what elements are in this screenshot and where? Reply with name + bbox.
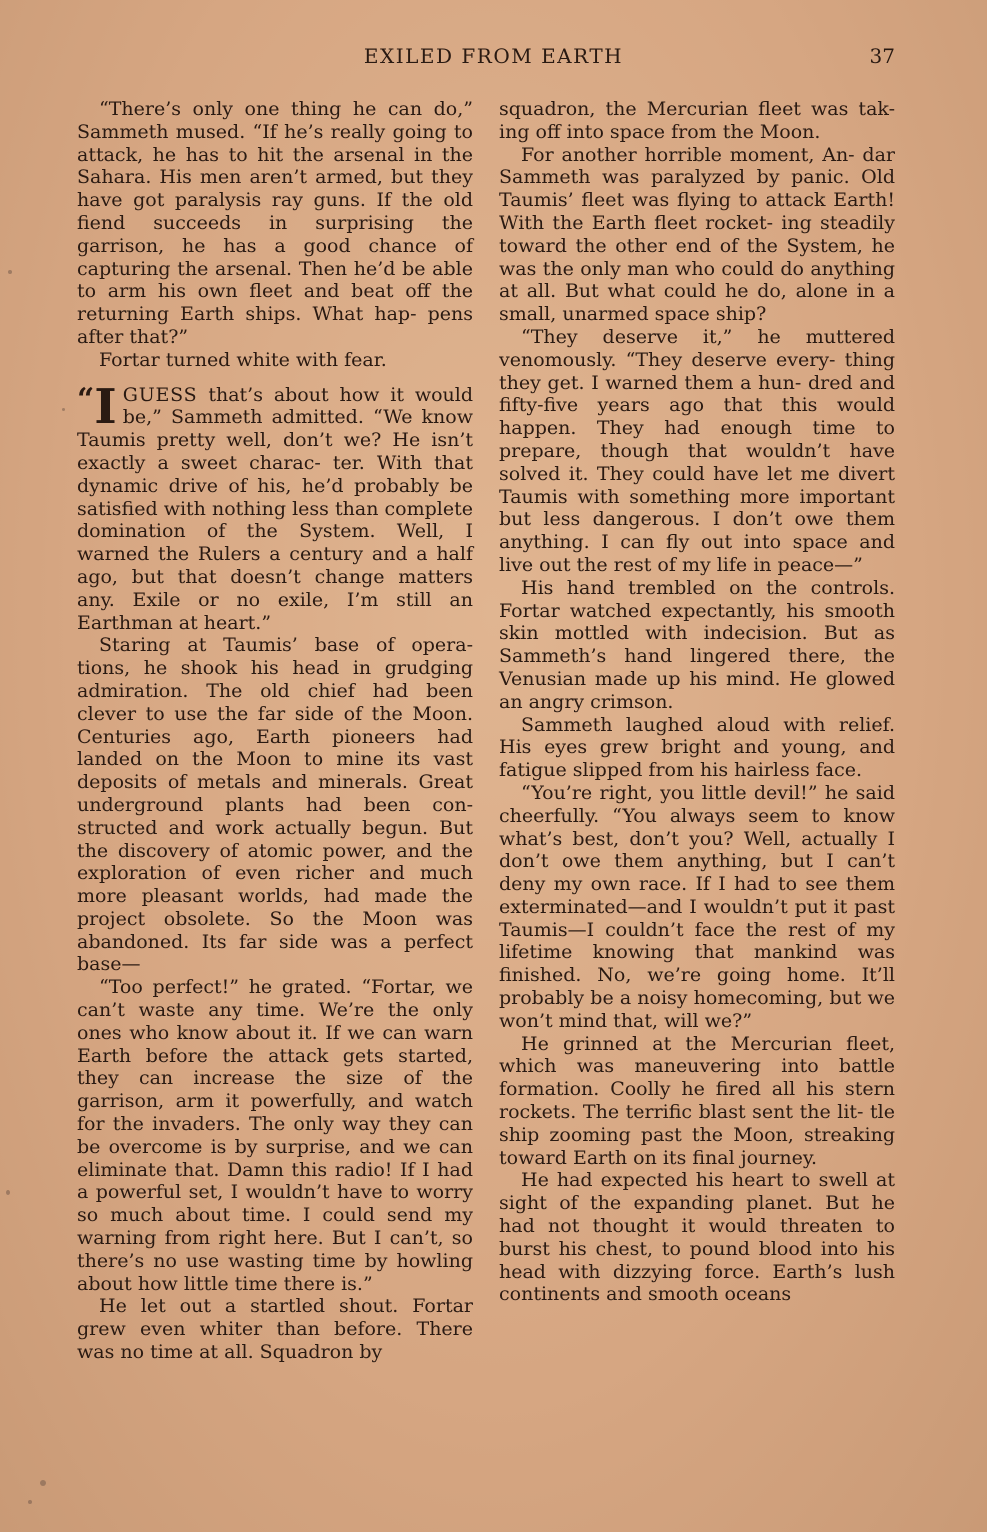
dropcap-paragraph <box>77 378 473 635</box>
paragraph: “Too perfect!” he grated. “Fortar, we can’t waste any time. We’re the only ones who know about it. If we can warn Earth before the attack gets started, they can increase the size of the garrison, arm it powerfully, and watch for the invaders. The only way they can be overcome is by surprise, and we can eliminate that. Damn this radio! If I had a powerful set, I wouldn’t have to worry so much about time. I could send my warning from right here. But I can’t, so there’s no use wasting time by howling about how little time there is.” <box>77 976 473 1295</box>
paragraph: He grinned at the Mercurian fleet, which was maneuvering into battle formation. Coolly he fired all his stern rockets. The terrific blast sent the lit- tle ship zooming past the Moon, streaking toward Earth on its final journey. <box>499 1032 895 1169</box>
paper-speck <box>8 270 12 274</box>
paragraph: “There’s only one thing he can do,” Sammeth mused. “If he’s really going to attack, he has to hit the arsenal in the Sahara. His men aren’t armed, but they have got paralysis ray guns. If the old fiend succeeds in surprising the garrison, he has a good chance of capturing the arsenal. Then he’d be able to arm his own fleet and beat off the returning Earth ships. What hap- pens after that?” <box>77 98 473 348</box>
page-number: 37 <box>869 44 895 68</box>
paper-speck <box>28 1500 32 1504</box>
paragraph: He had expected his heart to swell at sight of the expanding planet. But he had not thought it would threaten to burst his chest, to pound blood into his head with dizzying force. Earth’s lush continents and smooth oceans <box>499 1169 895 1306</box>
paragraph: Staring at Taumis’ base of opera- tions, he shook his head in grudging admiration. The old chief had been clever to use the far side of the Moon. Centuries ago, Earth pioneers had landed on the Moon to mine its vast deposits of metals and minerals. Great underground plants had been con- structed and work actually begun. But the discovery of atomic power, and the exploration of even richer and much more pleasant worlds, had made the project obsolete. So the Moon was abandoned. Its far side was a perfect base— <box>77 634 473 976</box>
paragraph-text: that’s about how it would be,” Sammeth admitted. “We know Taumis pretty well, don’t we? He isn’t exactly a sweet charac- ter. With that dynamic drive of his, he’d probably be satisfied with nothing less than complete domination of the System. Well, I warned the Rulers a century and a half ago, but that doesn’t change matters any. Exile or no exile, I’m still an Earthman at heart.” <box>77 383 473 634</box>
paragraph: His hand trembled on the controls. Fortar watched expectantly, his smooth skin mottled with indecision. But as Sammeth’s hand lingered there, the Venusian made up his mind. He glowed an angry crimson. <box>499 576 895 713</box>
dropcap <box>77 378 117 435</box>
right-column <box>499 98 895 1306</box>
dropcap-quote: “ <box>77 381 95 417</box>
paragraph: “You’re right, you little devil!” he said cheerfully. “You always seem to know what’s best, don’t you? Well, actually I don’t owe them anything, but I can’t deny my own race. If I had to see them exterminated—and I wouldn’t put it past Taumis—I couldn’t face the rest of my lifetime knowing that mankind was finished. No, we’re going home. It’ll probably be a noisy homecoming, but we won’t mind that, will we?” <box>499 781 895 1032</box>
paper-speck <box>62 408 65 411</box>
paper-speck <box>40 1480 46 1486</box>
paragraph: Sammeth laughed aloud with relief. His eyes grew bright and young, and fatigue slipped from his hairless face. <box>499 713 895 782</box>
paragraph: Fortar turned white with fear. <box>99 348 387 371</box>
paragraph: For another horrible moment, An- dar Sammeth was paralyzed by panic. Old Taumis’ fleet was flying to attack Earth! With the Earth fleet rocket- ing steadily toward the other end of the System, he was the only man who could do anything at all. But what could he do, alone in a small, unarmed space ship? <box>499 143 895 326</box>
running-title: EXILED FROM EARTH <box>363 44 624 68</box>
page-header <box>0 44 987 74</box>
left-column <box>77 98 473 1364</box>
paragraph: He let out a startled shout. Fortar grew even whiter than before. There was no time at all. Squadron by <box>77 1295 473 1364</box>
lead-word: GUESS <box>122 383 198 406</box>
paper-speck <box>6 1190 10 1195</box>
dropcap-letter: I <box>94 378 117 435</box>
paragraph: squadron, the Mercurian fleet was tak- ing off into space from the Moon. <box>499 98 895 143</box>
paragraph: “They deserve it,” he muttered venomously. “They deserve every- thing they get. I warned them a hun- dred and fifty-five years ago that this would happen. They had enough time to prepare, though that wouldn’t have solved it. They could have let me divert Taumis with something more important but less dangerous. I don’t owe them anything. I can fly out into space and live out the rest of my life in peace—” <box>499 325 895 576</box>
